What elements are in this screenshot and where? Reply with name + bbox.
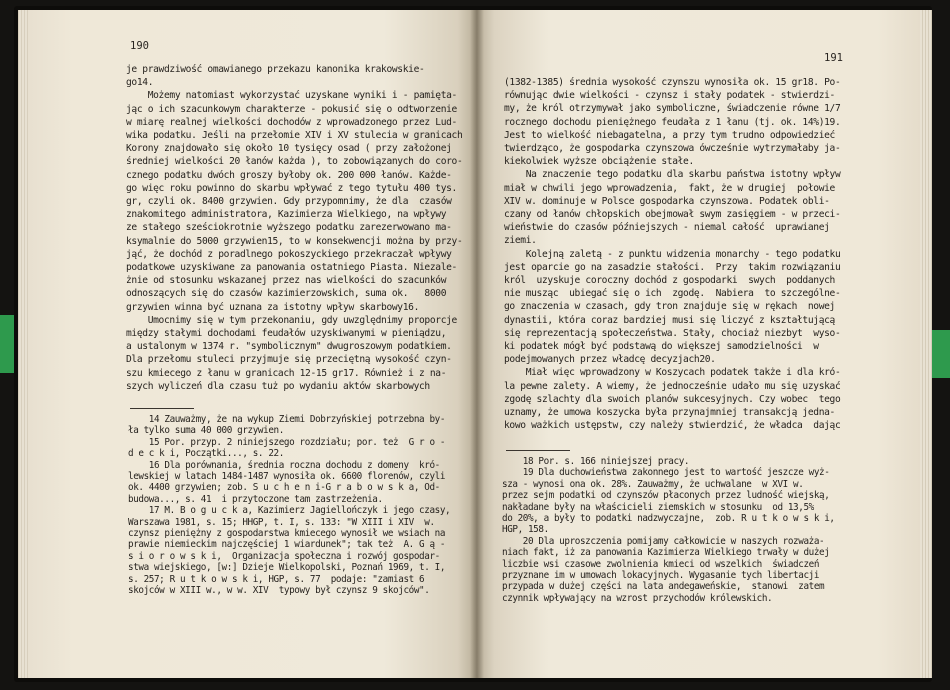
- book-gutter: [470, 10, 484, 678]
- page-number-left: 190: [130, 40, 149, 52]
- right-page-body: (1382-1385) średnia wysokość czynszu wynosiła ok. 15 gr18. Po- równując dwie wielkości - czynsz i stały podatek - stwierdzi- my, że król otrzymywał jako symboliczne, świadczenie równe 1/7 rocznego dochodu pieniężnego feudała z 1 łanu (tj. ok. 14%)19. Jest to wielkość niebagatelna, a przy tym trudno odpowiedzieć twierdząco, że gospodarka czynszowa ówcześnie wytrzymałaby ja- kiekolwiek wyższe obciążenie stałe. Na znaczenie tego podatku dla skarbu państwa istotny wpływ miał w chwili jego wprowadzenia, fakt, że w drugiej połowie XIV w. dominuje w Polsce gospodarka czynszowa. Podatek obli- czany od łanów chłopskich obejmował swym zasięgiem - w przeci- wieństwie do czasów późniejszych - niemal całość uprawianej ziemi. Kolejną zaletą - z punktu widzenia monarchy - tego podatku jest oparcie go na zasadzie stałości. Przy takim rozwiązaniu król uzyskuje coroczny dochód z gospodarki swych poddanych nie musząc ubiegać się o ich zgodę. Nabiera to szczególne- go znaczenia w czasach, gdy tron znajduje się w rękach nowej dynastii, która coraz bardziej musi się liczyć z kształtującą się reprezentacją społeczeństwa. Stały, chociaż niezbyt wyso- ki podatek mógł być podstawą do większej samodzielności w podejmowanych przez władcę decyzjach20. Miał więc wprowadzony w Koszycach podatek także i dla kró- la pewne zalety. A wiemy, że jednocześnie udało mu się uzyskać zgodę szlachty dla swoich planów sukcesyjnych. Czy wobec tego uznamy, że umowa koszycka była przynajmniej transakcją jedna- kowo ważkich ustępstw, czy należy stwierdzić, że władca dając: [504, 77, 841, 432]
- left-page-edges: [18, 10, 28, 678]
- left-page-footnotes: 14 Zauważmy, że na wykup Ziemi Dobrzyńskiej potrzebna by- ła tylko suma 40 000 grzywien. 15 Por. przyp. 2 niniejszego rozdziału; por. też G r o - d e c k i, Początki..., s. 22. 16 Dla porównania, średnia roczna dochodu z domeny kró- lewskiej w latach 1484-1487 wynosiła ok. 6600 florenów, czyli ok. 4400 grzywien; zob. S u c h e n i-G r a b o w s k a, Od- budowa..., s. 41 i przytoczone tam zastrzeżenia. 17 M. B o g u c k a, Kazimierz Jagiellończyk i jego czasy, Warszawa 1981, s. 15; HHGP, t. I, s. 133: "W XIII i XIV w. czynsz pieniężny z gospodarstwa kmiecego wynosił we wsiach na prawie niemieckim najczęściej 1 wiardunek"; tak też A. G ą - s i o r o w s k i, Organizacja społeczna i rozwój gospodar- stwa wiejskiego, [w:] Dzieje Wielkopolski, Poznań 1969, t. I, s. 257; R u t k o w s k i, HGP, s. 77 podaje: "zamiast 6 skojców w XIII w., w w. XIV typowy był czynsz 9 skojców".: [128, 414, 451, 597]
- left-page: [18, 10, 476, 678]
- page-number-right: 191: [824, 52, 843, 64]
- left-footnote-rule: [130, 408, 194, 409]
- right-footnote-rule: [506, 450, 570, 451]
- left-page-body: je prawdziwość omawianego przekazu kanonika krakowskie- go14. Możemy natomiast wykorzystać uzyskane wyniki i - pamięta- jąc o ich szacunkowym charakterze - pokusić się o odtworzenie w miarę realnej wielkości dochodów z wprowadzonego przez Lud- wika podatku. Jeśli na przełomie XIV i XV stulecia w granicach Korony znajdowało się około 10 tysięcy osad ( przy założonej średniej wielkości 20 łanów każda ), to zobowiązanych do coro- cznego podatku dwóch groszy byłoby ok. 200 000 łanów. Każde- go więc roku powinno do skarbu wpływać z tego tytułu 400 tys. gr, czyli ok. 8400 grzywien. Gdy przypomnimy, że dla czasów znakomitego administratora, Kazimierza Wielkiego, na wpływy ze stałego sześciokrotnie wyższego podatku zarezerwowano ma- ksymalnie do 5000 grzywien15, to w konsekwencji można by przy- jąć, że dochód z poradlnego pokoszyckiego przekraczał wpływy podatkowe uzyskiwane za panowania ostatniego Piasta. Niezale- żnie od stosunku wskazanej przez nas wielkości do szacunków odnoszących się do czasów kazimierzowskich, suma ok. 8000 grzywien winna być uznana za istotny wpływ skarbowy16. Umocnimy się w tym przekonaniu, gdy uwzględnimy proporcje między stałymi dochodami feudałów uzyskiwanymi w pieniądzu, a ustalonym w 1374 r. "symbolicznym" dwugroszowym podatkiem. Dla przełomu stuleci przyjmuje się przeciętną wysokość czyn- szu kmiecego z łanu w granicach 12-15 gr17. Również i z na- szych wyliczeń dla czasu tuż po wydaniu aktów skarbowych: [126, 64, 463, 392]
- right-page-edges: [920, 10, 932, 678]
- right-page-footnotes: 18 Por. s. 166 niniejszej pracy. 19 Dla duchowieństwa zakonnego jest to wartość jeszcze wyż- sza - wynosi ona ok. 28%. Zauważmy, że uchwalane w XVI w. przez sejm podatki od czynszów płaconych przez ludność wiejską, nakładane były na właścicieli ziemskich w stosunku od 13,5% do 20%, a były to podatki nadzwyczajne, zob. R u t k o w s k i, HGP, 158. 20 Dla uproszczenia pomijamy całkowicie w naszych rozważa- niach fakt, iż za panowania Kazimierza Wielkiego trwały w dużej liczbie wsi czasowe zwolnienia kmieci od wszelkich świadczeń przyznane im w umowach lokacyjnych. Wygasanie tych libertacji przypada w dużej części na lata andegaweńskie, stanowi zatem czynnik wpływający na wzrost przychodów królewskich.: [502, 456, 835, 604]
- right-green-tab: [930, 330, 950, 378]
- right-page: [476, 10, 932, 678]
